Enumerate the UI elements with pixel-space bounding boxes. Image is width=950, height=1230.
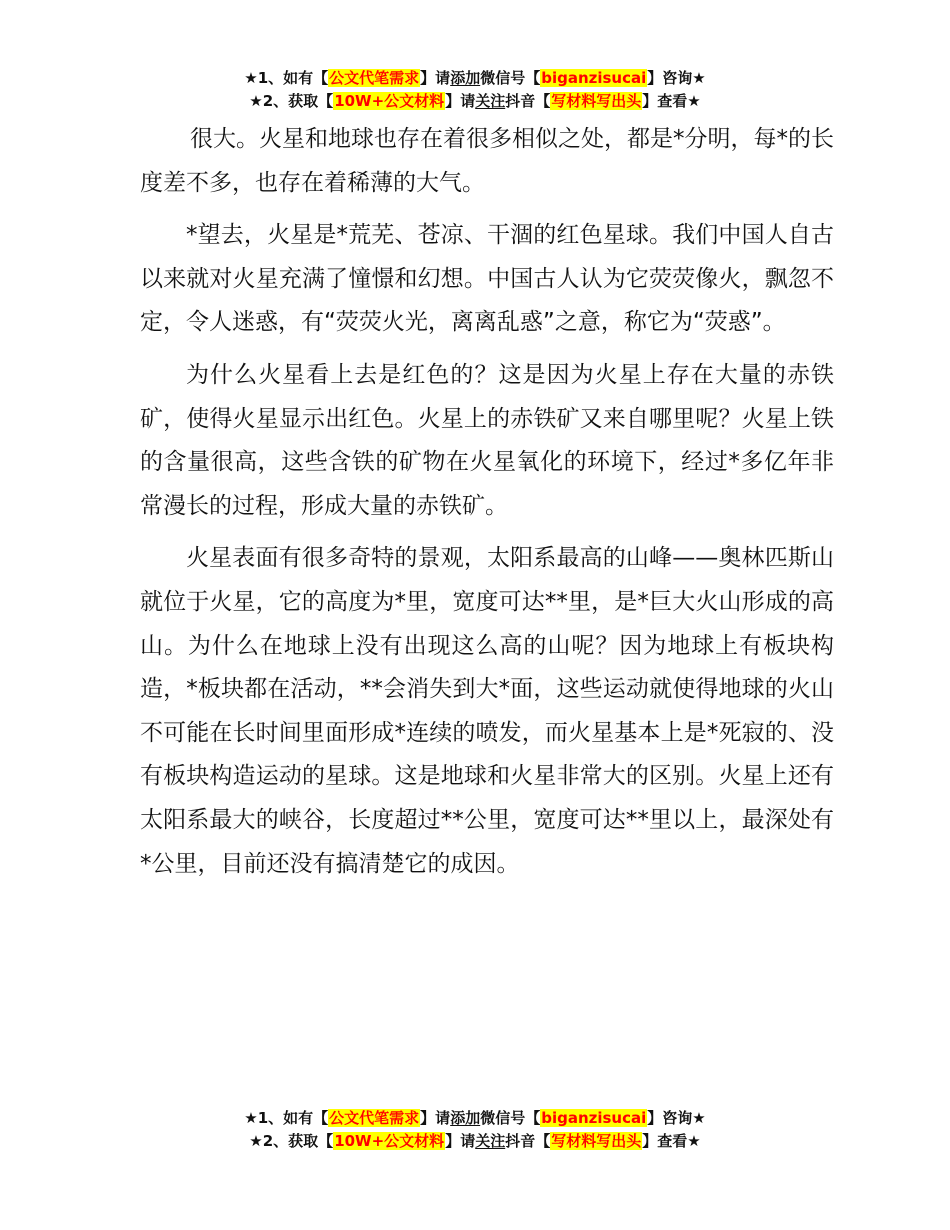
footer-douyin-account-highlight: 写材料写出头 — [551, 1132, 642, 1150]
footer-line-1-text-2: 微信号【 — [480, 1109, 541, 1127]
footer-line-2-prefix: ★2、获取【 — [249, 1132, 334, 1150]
header-line-1-text-2: 微信号【 — [480, 69, 541, 87]
header-line-2-text-2: 抖音【 — [505, 92, 551, 110]
header-add-link[interactable]: 添加 — [450, 69, 481, 87]
footer-line-2-suffix: 】查看★ — [642, 1132, 701, 1150]
footer-banner — [0, 1107, 950, 1153]
footer-line-1-text: 】请 — [420, 1109, 451, 1127]
footer-follow-link[interactable]: 关注 — [475, 1132, 506, 1150]
paragraph-4: 火星表面有很多奇特的景观，太阳系最高的山峰——奥林匹斯山就位于火星，它的高度为*里，宽度可达**里，是*巨大火山形成的高山。为什么在地球上没有出现这么高的山呢？因为地球上有板块构造，*板块都在活动，**会消失到大*面，这些运动就使得地球的火山不可能在长时间里面形成*连续的喷发，而火星基本上是*死寂的、没有板块构造运动的星球。这是地球和火星非常大的区别。火星上还有太阳系最大的峡谷，长度超过**公里，宽度可达**里以上，最深处有*公里，目前还没有搞清楚它的成因。 — [140, 545, 834, 877]
header-line-2-suffix: 】查看★ — [642, 92, 701, 110]
footer-ghostwriting-highlight: 公文代笔需求 — [329, 1109, 420, 1127]
footer-line-1-suffix: 】咨询★ — [647, 1109, 706, 1127]
header-line-2-prefix: ★2、获取【 — [249, 92, 334, 110]
header-ghostwriting-highlight: 公文代笔需求 — [329, 69, 420, 87]
footer-add-link[interactable]: 添加 — [450, 1109, 481, 1127]
footer-line-1 — [0, 1107, 950, 1130]
footer-wechat-id-highlight: biganzisucai — [541, 1109, 647, 1127]
footer-line-1-prefix: ★1、如有【 — [244, 1109, 329, 1127]
footer-line-2-text: 】请 — [445, 1132, 476, 1150]
footer-line-2-text-2: 抖音【 — [505, 1132, 551, 1150]
paragraph-2: *望去，火星是*荒芜、苍凉、干涸的红色星球。我们中国人自古以来就对火星充满了憧憬和幻想。中国古人认为它荧荧像火，飘忽不定，令人迷惑，有“荧荧火光，离离乱惑”之意，称它为“荧惑”。 — [140, 222, 834, 336]
footer-line-2 — [0, 1130, 950, 1153]
header-line-1-prefix: ★1、如有【 — [244, 69, 329, 87]
header-line-1 — [0, 67, 950, 90]
header-wechat-id-highlight: biganzisucai — [541, 69, 647, 87]
header-line-1-suffix: 】咨询★ — [647, 69, 706, 87]
paragraph-1: 很大。火星和地球也存在着很多相似之处，都是*分明，每*的长度差不多，也存在着稀薄的大气。 — [140, 126, 834, 196]
document-body — [140, 118, 834, 895]
header-follow-link[interactable]: 关注 — [475, 92, 506, 110]
footer-materials-highlight: 10W+公文材料 — [334, 1132, 445, 1150]
header-materials-highlight: 10W+公文材料 — [334, 92, 445, 110]
header-line-2-text: 】请 — [445, 92, 476, 110]
header-douyin-account-highlight: 写材料写出头 — [551, 92, 642, 110]
paragraph-3: 为什么火星看上去是红色的？这是因为火星上存在大量的赤铁矿，使得火星显示出红色。火星上的赤铁矿又来自哪里呢？火星上铁的含量很高，这些含铁的矿物在火星氧化的环境下，经过*多亿年非常漫长的过程，形成大量的赤铁矿。 — [140, 361, 834, 519]
header-banner — [0, 67, 950, 113]
header-line-1-text: 】请 — [420, 69, 451, 87]
header-line-2 — [0, 90, 950, 113]
